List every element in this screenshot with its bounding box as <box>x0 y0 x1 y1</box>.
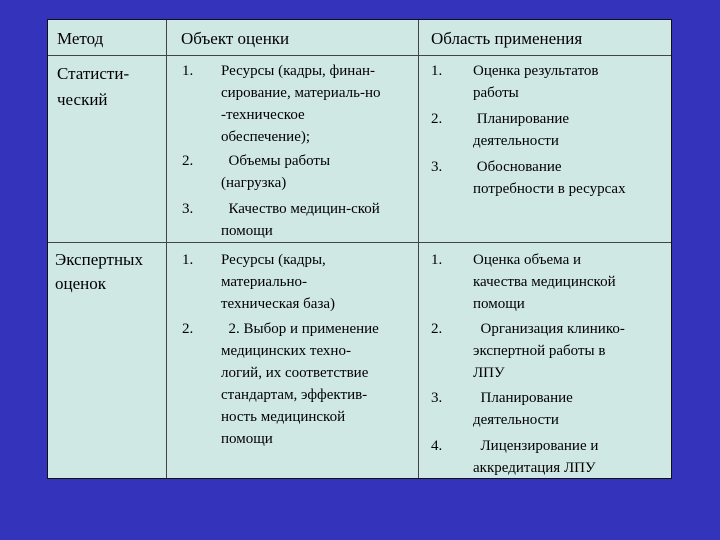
item-number: 3. <box>182 201 194 217</box>
item-number: 3. <box>431 390 443 406</box>
method-name-line: Экспертных <box>55 250 143 269</box>
scope-line: Организация клинико- <box>473 321 625 337</box>
scope-line: деятельности <box>473 412 559 428</box>
method-name-line: оценок <box>55 274 106 293</box>
column-divider <box>166 20 167 478</box>
scope-line: экспертной работы в <box>473 343 606 359</box>
object-line: техническая база) <box>221 296 336 312</box>
scope-line: Планирование <box>473 111 570 127</box>
method-name-line: ческий <box>57 90 108 109</box>
scope-line: ЛПУ <box>473 365 505 381</box>
item-number: 1. <box>182 252 194 268</box>
object-line: медицинских техно- <box>221 343 351 359</box>
scope-line: Планирование <box>473 390 573 406</box>
scope-line: деятельности <box>473 133 559 149</box>
scope-line: Оценка результатов <box>473 63 599 79</box>
object-line: логий, их соответствие <box>221 365 369 381</box>
item-number: 2. <box>431 321 443 337</box>
item-number: 2. <box>431 111 443 127</box>
scope-line: помощи <box>473 296 525 312</box>
header-object: Объект оценки <box>181 29 290 48</box>
scope-line: Обоснование <box>473 159 562 175</box>
object-line: помощи <box>221 431 273 447</box>
object-line: стандартам, эффектив- <box>221 387 368 403</box>
methods-table <box>47 19 672 479</box>
method-name-line: Статисти- <box>57 64 130 83</box>
object-line: Объемы работы <box>221 153 331 169</box>
item-number: 2. <box>182 153 194 169</box>
row-divider <box>48 242 671 243</box>
item-number: 1. <box>182 63 194 79</box>
object-line: ность медицинской <box>221 409 346 425</box>
item-number: 4. <box>431 438 443 454</box>
object-line: материально- <box>221 274 308 290</box>
object-line: -техническое <box>221 107 305 123</box>
object-line: помощи <box>221 223 273 239</box>
row-divider <box>48 55 671 56</box>
scope-line: Оценка объема и <box>473 252 582 268</box>
object-line: Ресурсы (кадры, финан- <box>221 63 375 79</box>
object-line: Качество медицин-ской <box>221 201 380 217</box>
scope-line: Лицензирование и <box>473 438 599 454</box>
item-number: 2. <box>182 321 194 337</box>
header-scope: Область применения <box>431 29 583 48</box>
object-line: обеспечение); <box>221 129 311 145</box>
object-line: 2. Выбор и применение <box>221 321 379 337</box>
item-number: 3. <box>431 159 443 175</box>
object-line: Ресурсы (кадры, <box>221 252 326 268</box>
column-divider <box>418 20 419 478</box>
scope-line: потребности в ресурсах <box>473 181 626 197</box>
scope-line: качества медицинской <box>473 274 616 290</box>
scope-line: аккредитация ЛПУ <box>473 460 596 476</box>
header-method: Метод <box>57 29 104 48</box>
item-number: 1. <box>431 252 443 268</box>
item-number: 1. <box>431 63 443 79</box>
object-line: (нагрузка) <box>221 175 287 191</box>
scope-line: работы <box>473 85 519 101</box>
object-line: сирование, материаль-но <box>221 85 381 101</box>
